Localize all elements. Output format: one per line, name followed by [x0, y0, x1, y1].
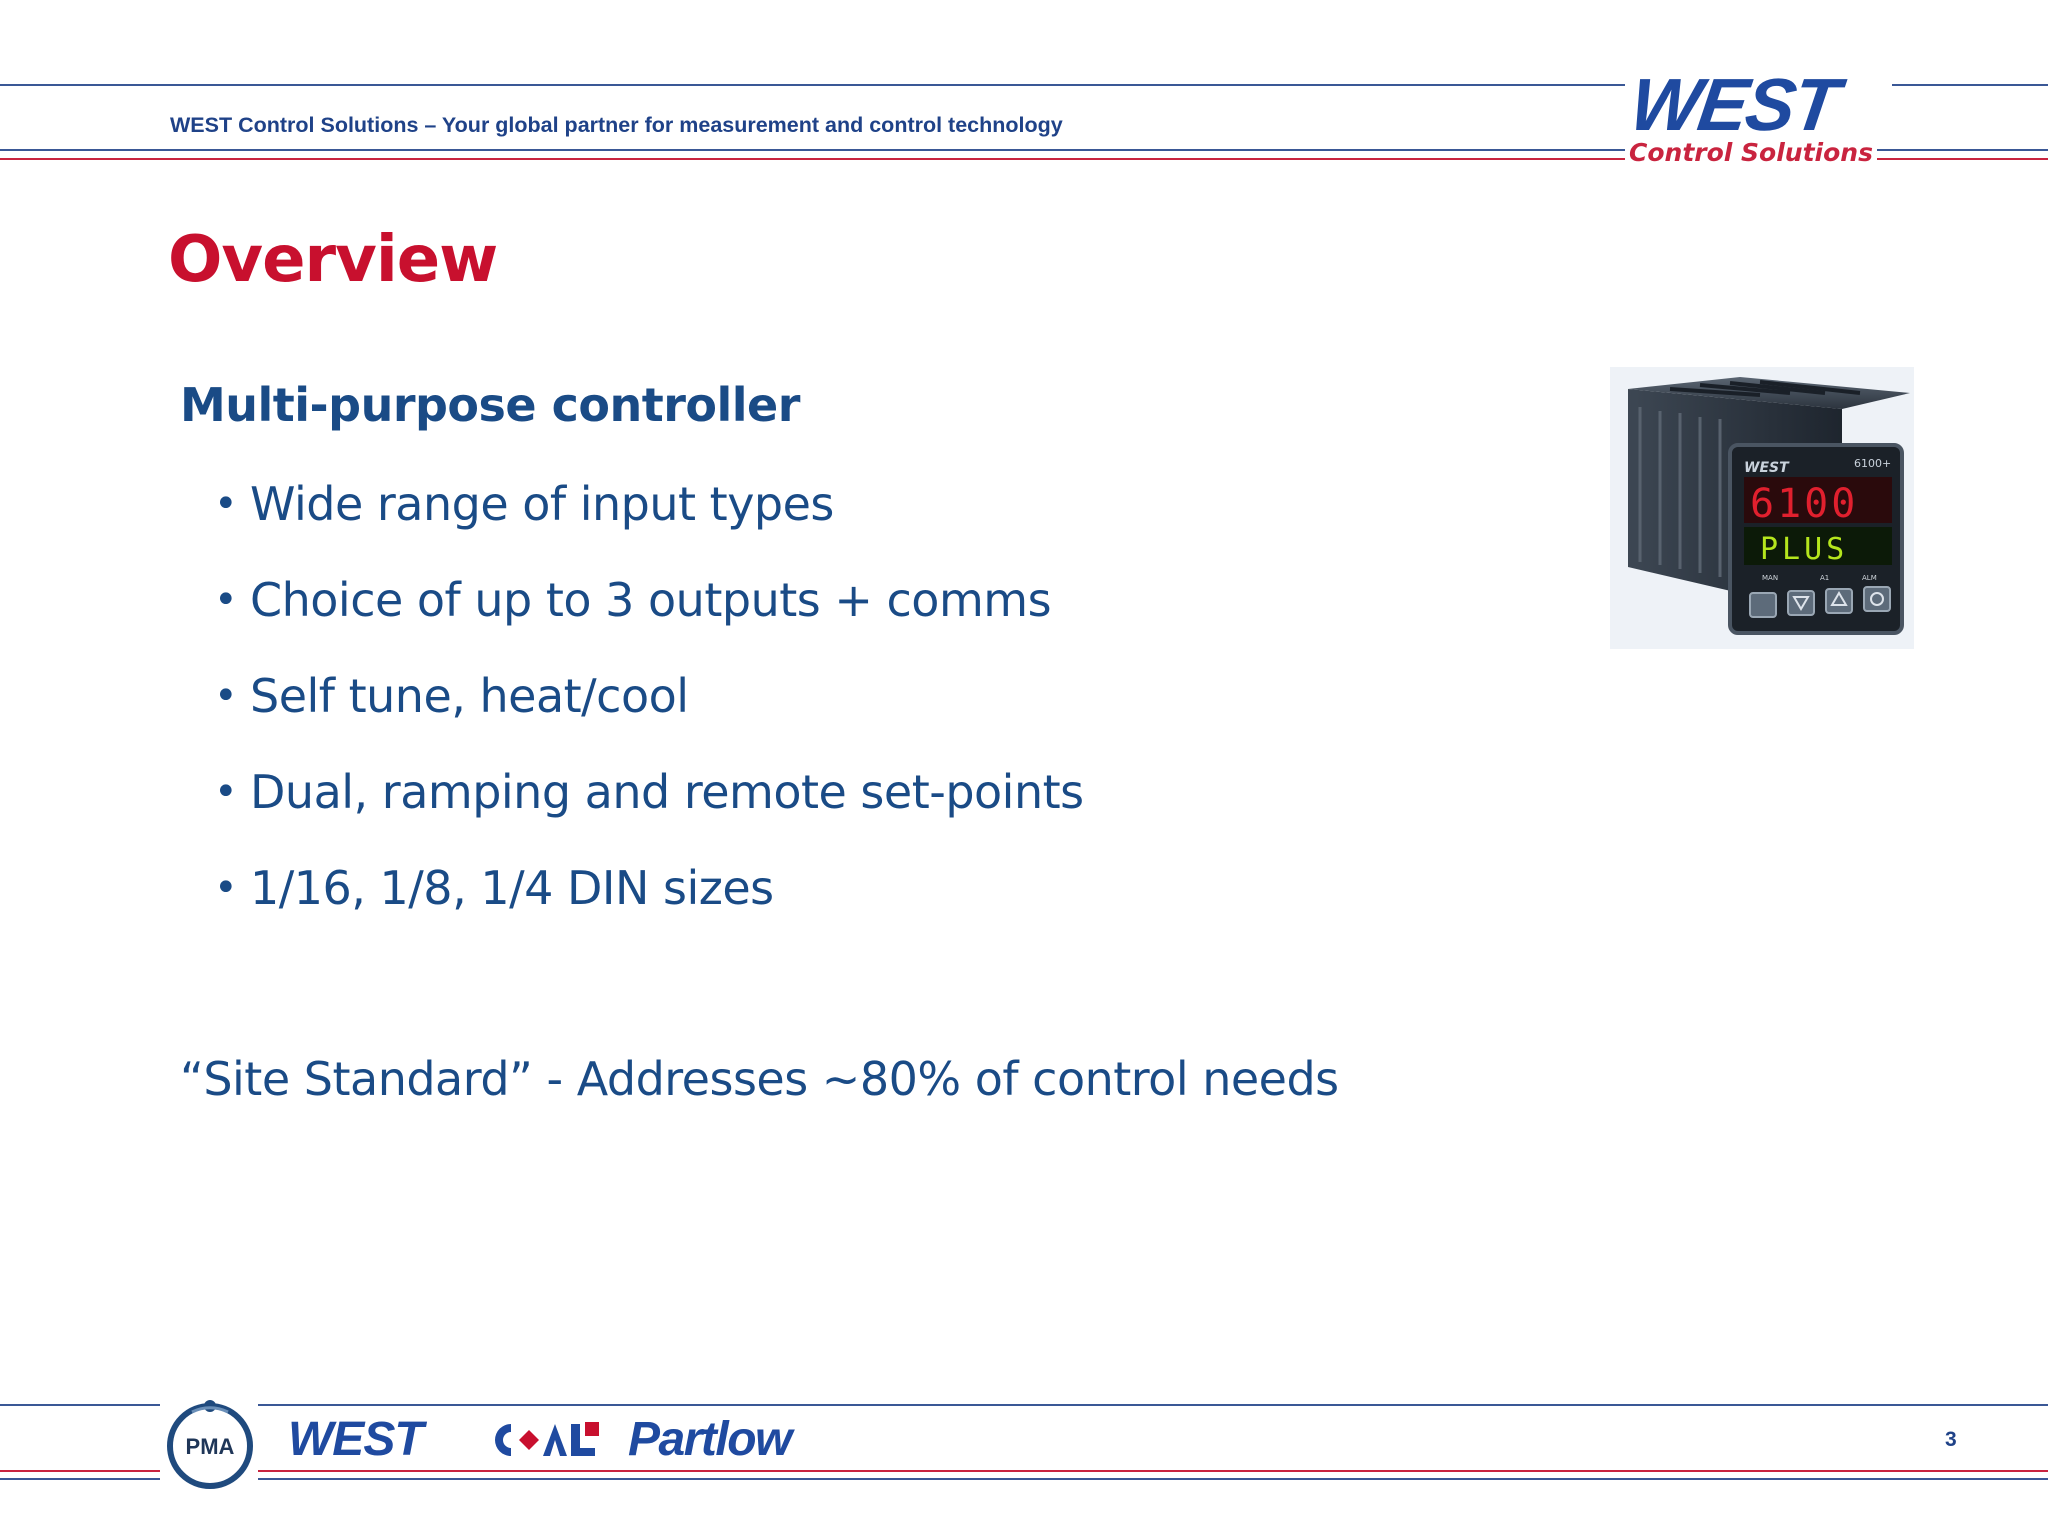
footer-rule-red [258, 1470, 2048, 1472]
site-standard-note: “Site Standard” - Addresses ~80% of control needs [180, 1052, 1339, 1106]
footer-rule-blue-lower [258, 1478, 2048, 1480]
controller-brand-label: WEST [1744, 460, 1789, 476]
bullet-text: Wide range of input types [250, 477, 834, 531]
footer-partlow-logo: Partlow [628, 1413, 791, 1466]
footer-rule-red [0, 1470, 160, 1472]
bullet-text: Self tune, heat/cool [250, 669, 689, 723]
west-control-solutions-logo [1625, 63, 1885, 170]
indicator-label: ALM [1862, 574, 1877, 582]
footer-rule-blue [0, 1404, 160, 1406]
bullet-text: Dual, ramping and remote set-points [250, 765, 1084, 819]
pma-label: PMA [185, 1434, 235, 1459]
bullet-icon: • [214, 577, 238, 623]
header-rule-top [0, 84, 1625, 86]
indicator-label: MAN [1762, 574, 1779, 582]
pma-logo-graphic [162, 1398, 258, 1494]
indicator-label: A1 [1820, 574, 1830, 582]
bullet-icon: • [214, 865, 238, 911]
footer-cal-logo [485, 1418, 603, 1462]
controller-display-bottom: PLUS [1760, 532, 1849, 567]
logo-subtitle: Control Solutions [1629, 138, 1873, 167]
bullet-text: 1/16, 1/8, 1/4 DIN sizes [250, 861, 774, 915]
header-rule-blue [0, 149, 1625, 151]
slide-title: Overview [168, 223, 498, 297]
controller-model-label: 6100+ [1854, 457, 1892, 470]
page-number: 3 [1945, 1428, 1957, 1451]
header-tagline: WEST Control Solutions – Your global partner for measurement and control technology [170, 113, 1063, 137]
controller-product-image [1610, 367, 1914, 649]
bullet-text: Choice of up to 3 outputs + comms [250, 573, 1052, 627]
logo-word: WEST [1625, 63, 1843, 146]
header-rule-blue-right [1877, 149, 2048, 151]
footer-rule-blue-lower [0, 1478, 160, 1480]
slide-subtitle: Multi-purpose controller [180, 378, 800, 432]
header-rule-top-right [1892, 84, 2048, 86]
header-rule-red-right [1877, 158, 2048, 160]
cal-logo-graphic [485, 1418, 603, 1462]
pma-logo [162, 1398, 258, 1494]
bullet-icon: • [214, 481, 238, 527]
footer-rule-blue [258, 1404, 2048, 1406]
footer-west-logo: WEST [288, 1413, 423, 1466]
bullet-icon: • [214, 673, 238, 719]
bullet-icon: • [214, 769, 238, 815]
header-rule-red [0, 158, 1625, 160]
controller-illustration [1610, 367, 1914, 649]
controller-display-top: 6100 [1750, 481, 1859, 527]
